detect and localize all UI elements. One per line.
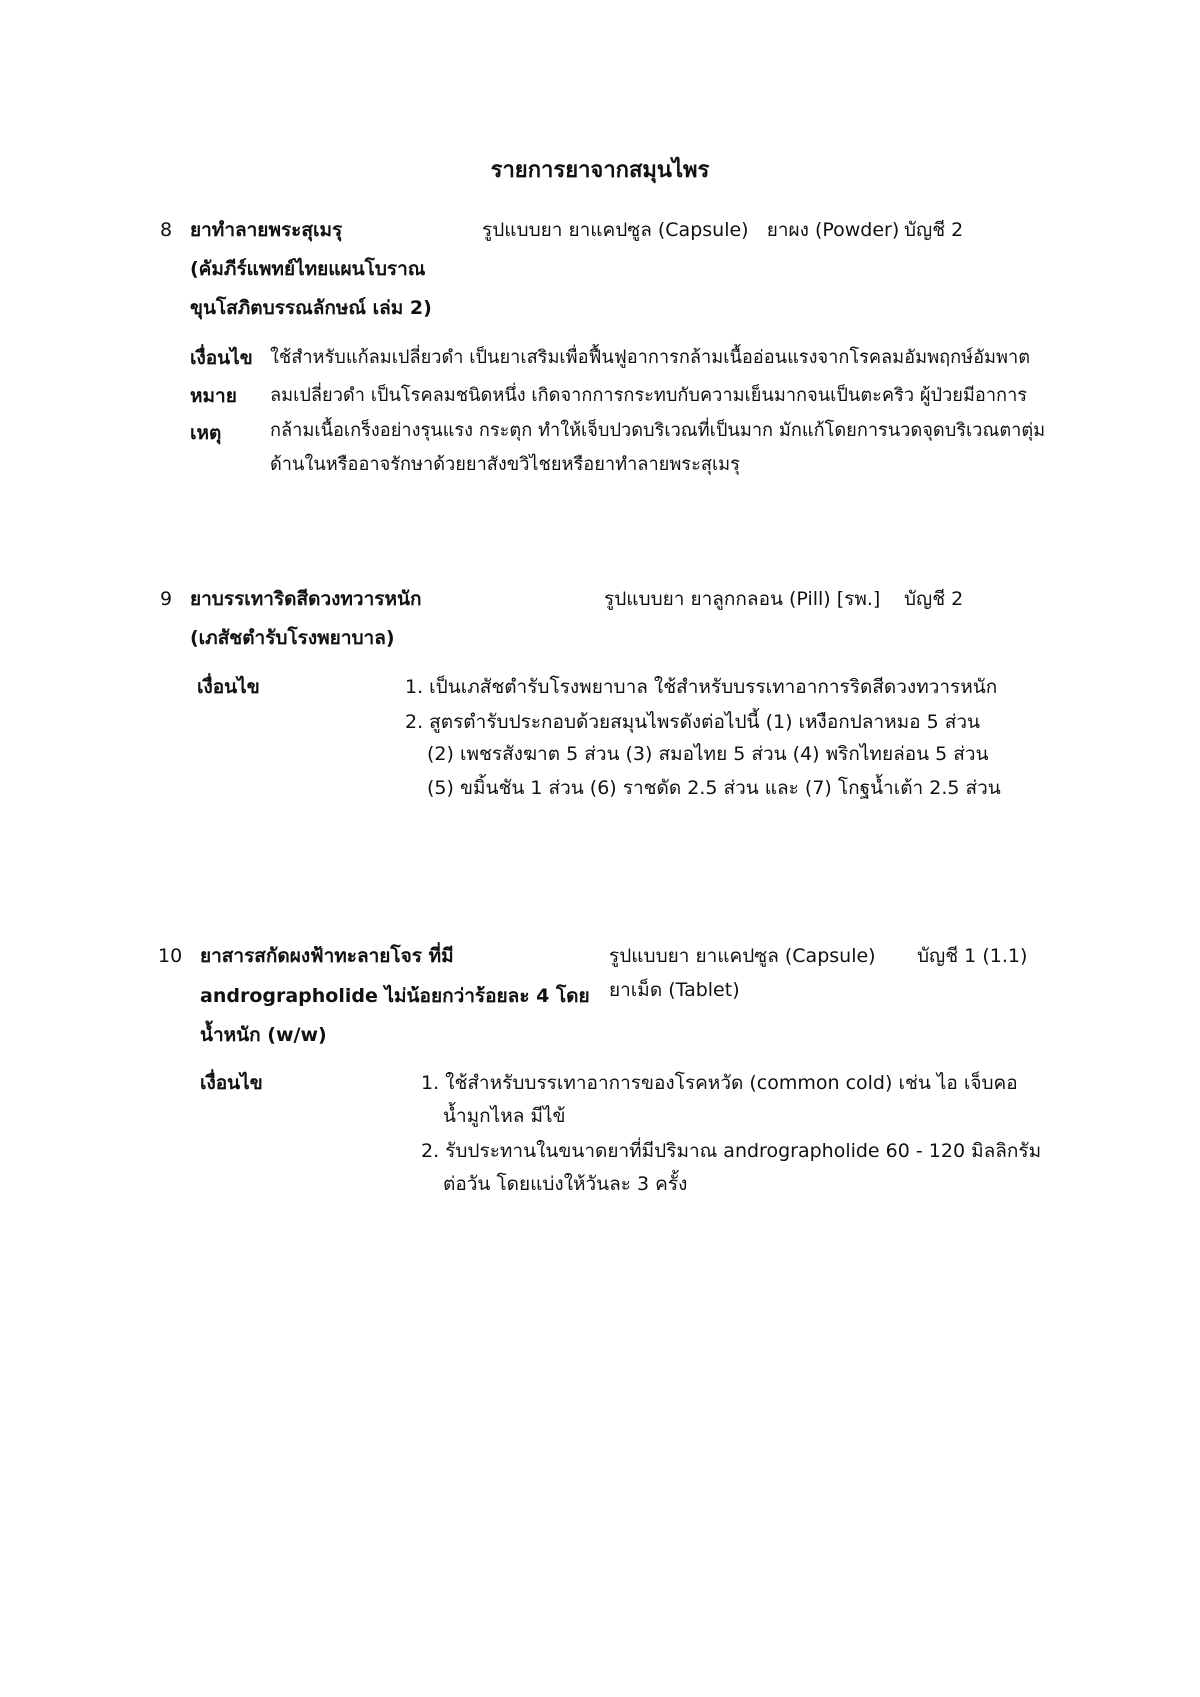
drug-name-line: ยาบรรเทาริดสีดวงทวารหนัก [190,588,422,610]
remark-label-line: เหตุ [190,422,222,444]
drug-name-line: ยาทำลายพระสุเมรุ [190,219,343,241]
dosage-form: รูปแบบยา ยาแคปซูล (Capsule) ยาผง (Powder) [482,219,900,241]
remark-line: ด้านในหรืออาจรักษาด้วยยาสังขวิไชยหรือยาทำลายพระสุเมรุ [270,454,740,475]
drug-name-line: ขุนโสภิตบรรณลักษณ์ เล่ม 2) [190,297,432,319]
condition-line: 2. สูตรตำรับประกอบด้วยสมุนไพรดังต่อไปนี้ (1) เหงือกปลาหมอ 5 ส่วน [405,711,980,733]
remark-label-line: หมาย [190,385,237,407]
condition-line: 1. เป็นเภสัชตำรับโรงพยาบาล ใช้สำหรับบรรเทาอาการริดสีดวงทวารหนัก [405,676,998,698]
condition-label: เงื่อนไข [190,347,253,369]
drug-name-line: (คัมภีร์แพทย์ไทยแผนโบราณ [190,258,426,280]
account-label: บัญชี 2 [904,219,964,241]
drug-name-line: andrographolide ไม่น้อยกว่าร้อยละ 4 โดย [200,985,590,1007]
condition-line: น้ำมูกไหล มีไข้ [443,1105,566,1127]
condition-text: ใช้สำหรับแก้ลมเปลี่ยวดำ เป็นยาเสริมเพื่อฟื้นฟูอาการกล้ามเนื้ออ่อนแรงจากโรคลมอัมพฤกษ์อัมพาต [270,347,1031,368]
condition-line: 1. ใช้สำหรับบรรเทาอาการของโรคหวัด (common cold) เช่น ไอ เจ็บคอ [421,1072,1018,1094]
item-number: 8 [160,219,173,241]
condition-label: เงื่อนไข [197,676,260,698]
dosage-form: รูปแบบยา ยาลูกกลอน (Pill) [รพ.] [604,588,881,610]
drug-name-line: (เภสัชตำรับโรงพยาบาล) [190,627,395,649]
condition-line: (5) ขมิ้นชัน 1 ส่วน (6) ราชดัด 2.5 ส่วน และ (7) โกฐน้ำเต้า 2.5 ส่วน [427,777,1001,799]
dosage-form-line: รูปแบบยา ยาแคปซูล (Capsule) [609,945,876,967]
condition-line: ต่อวัน โดยแบ่งให้วันละ 3 ครั้ง [443,1173,688,1195]
item-number: 10 [158,945,183,967]
item-number: 9 [160,588,173,610]
account-label: บัญชี 2 [904,588,964,610]
condition-line: (2) เพชรสังฆาต 5 ส่วน (3) สมอไทย 5 ส่วน (4) พริกไทยล่อน 5 ส่วน [427,743,989,765]
account-label: บัญชี 1 (1.1) [917,945,1028,967]
dosage-form-line: ยาเม็ด (Tablet) [609,979,740,1001]
page-title: รายการยาจากสมุนไพร [490,158,710,183]
condition-line: 2. รับประทานในขนาดยาที่มีปริมาณ andrographolide 60 - 120 มิลลิกรัม [421,1140,1042,1162]
remark-line: กล้ามเนื้อเกร็งอย่างรุนแรง กระตุก ทำให้เจ็บปวดบริเวณที่เป็นมาก มักแก้โดยการนวดจุดบริเวณตาตุ่ม [270,420,1046,441]
remark-line: ลมเปลี่ยวดำ เป็นโรคลมชนิดหนึ่ง เกิดจากการกระทบกับความเย็นมากจนเป็นตะคริว ผู้ป่วยมีอาการ [270,385,1028,406]
drug-name-line: ยาสารสกัดผงฟ้าทะลายโจร ที่มี [200,945,454,967]
drug-name-line: น้ำหนัก (w/w) [200,1024,327,1046]
condition-label: เงื่อนไข [200,1072,263,1094]
